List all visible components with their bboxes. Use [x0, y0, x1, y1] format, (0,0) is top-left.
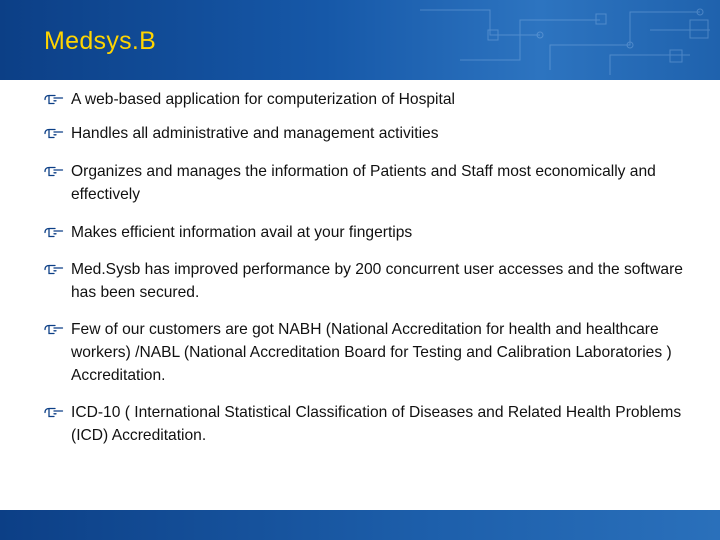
bullet-item [44, 221, 684, 244]
bullet-text: ICD-10 ( International Statistical Classification of Diseases and Related Health Problems (ICD) Accreditation. [71, 404, 682, 444]
bullet-text: Makes efficient information avail at your fingertips [71, 224, 413, 241]
pointing-hand-icon [44, 128, 64, 139]
circuit-pattern-icon [400, 0, 720, 80]
bullet-item [44, 88, 684, 111]
pointing-hand-icon [44, 166, 64, 177]
pointing-hand-icon [44, 94, 64, 105]
bullet-text: Organizes and manages the information of Patients and Staff most economically and effectively [71, 163, 656, 203]
bullet-text: A web-based application for computerization of Hospital [71, 91, 455, 108]
pointing-hand-icon [44, 407, 64, 418]
bullet-list [44, 88, 684, 447]
pointing-hand-icon [44, 264, 64, 275]
slide-title: Medsys.B [44, 27, 157, 55]
bullet-text: Med.Sysb has improved performance by 200 concurrent user accesses and the software has been secured. [71, 261, 683, 301]
bullet-item [44, 160, 684, 206]
pointing-hand-icon [44, 227, 64, 238]
bullet-item [44, 122, 684, 145]
bullet-item [44, 258, 684, 304]
slide-footer-bar [0, 510, 720, 540]
slide-header [0, 0, 720, 80]
bullet-text: Few of our customers are got NABH (National Accreditation for health and healthcare workers) /NABL (National Accreditation Board for Testing and Calibration Laboratories ) Accreditation. [71, 321, 672, 384]
pointing-hand-icon [44, 324, 64, 335]
bullet-text: Handles all administrative and management activities [71, 125, 439, 142]
bullet-item [44, 401, 684, 447]
bullet-item [44, 318, 684, 387]
